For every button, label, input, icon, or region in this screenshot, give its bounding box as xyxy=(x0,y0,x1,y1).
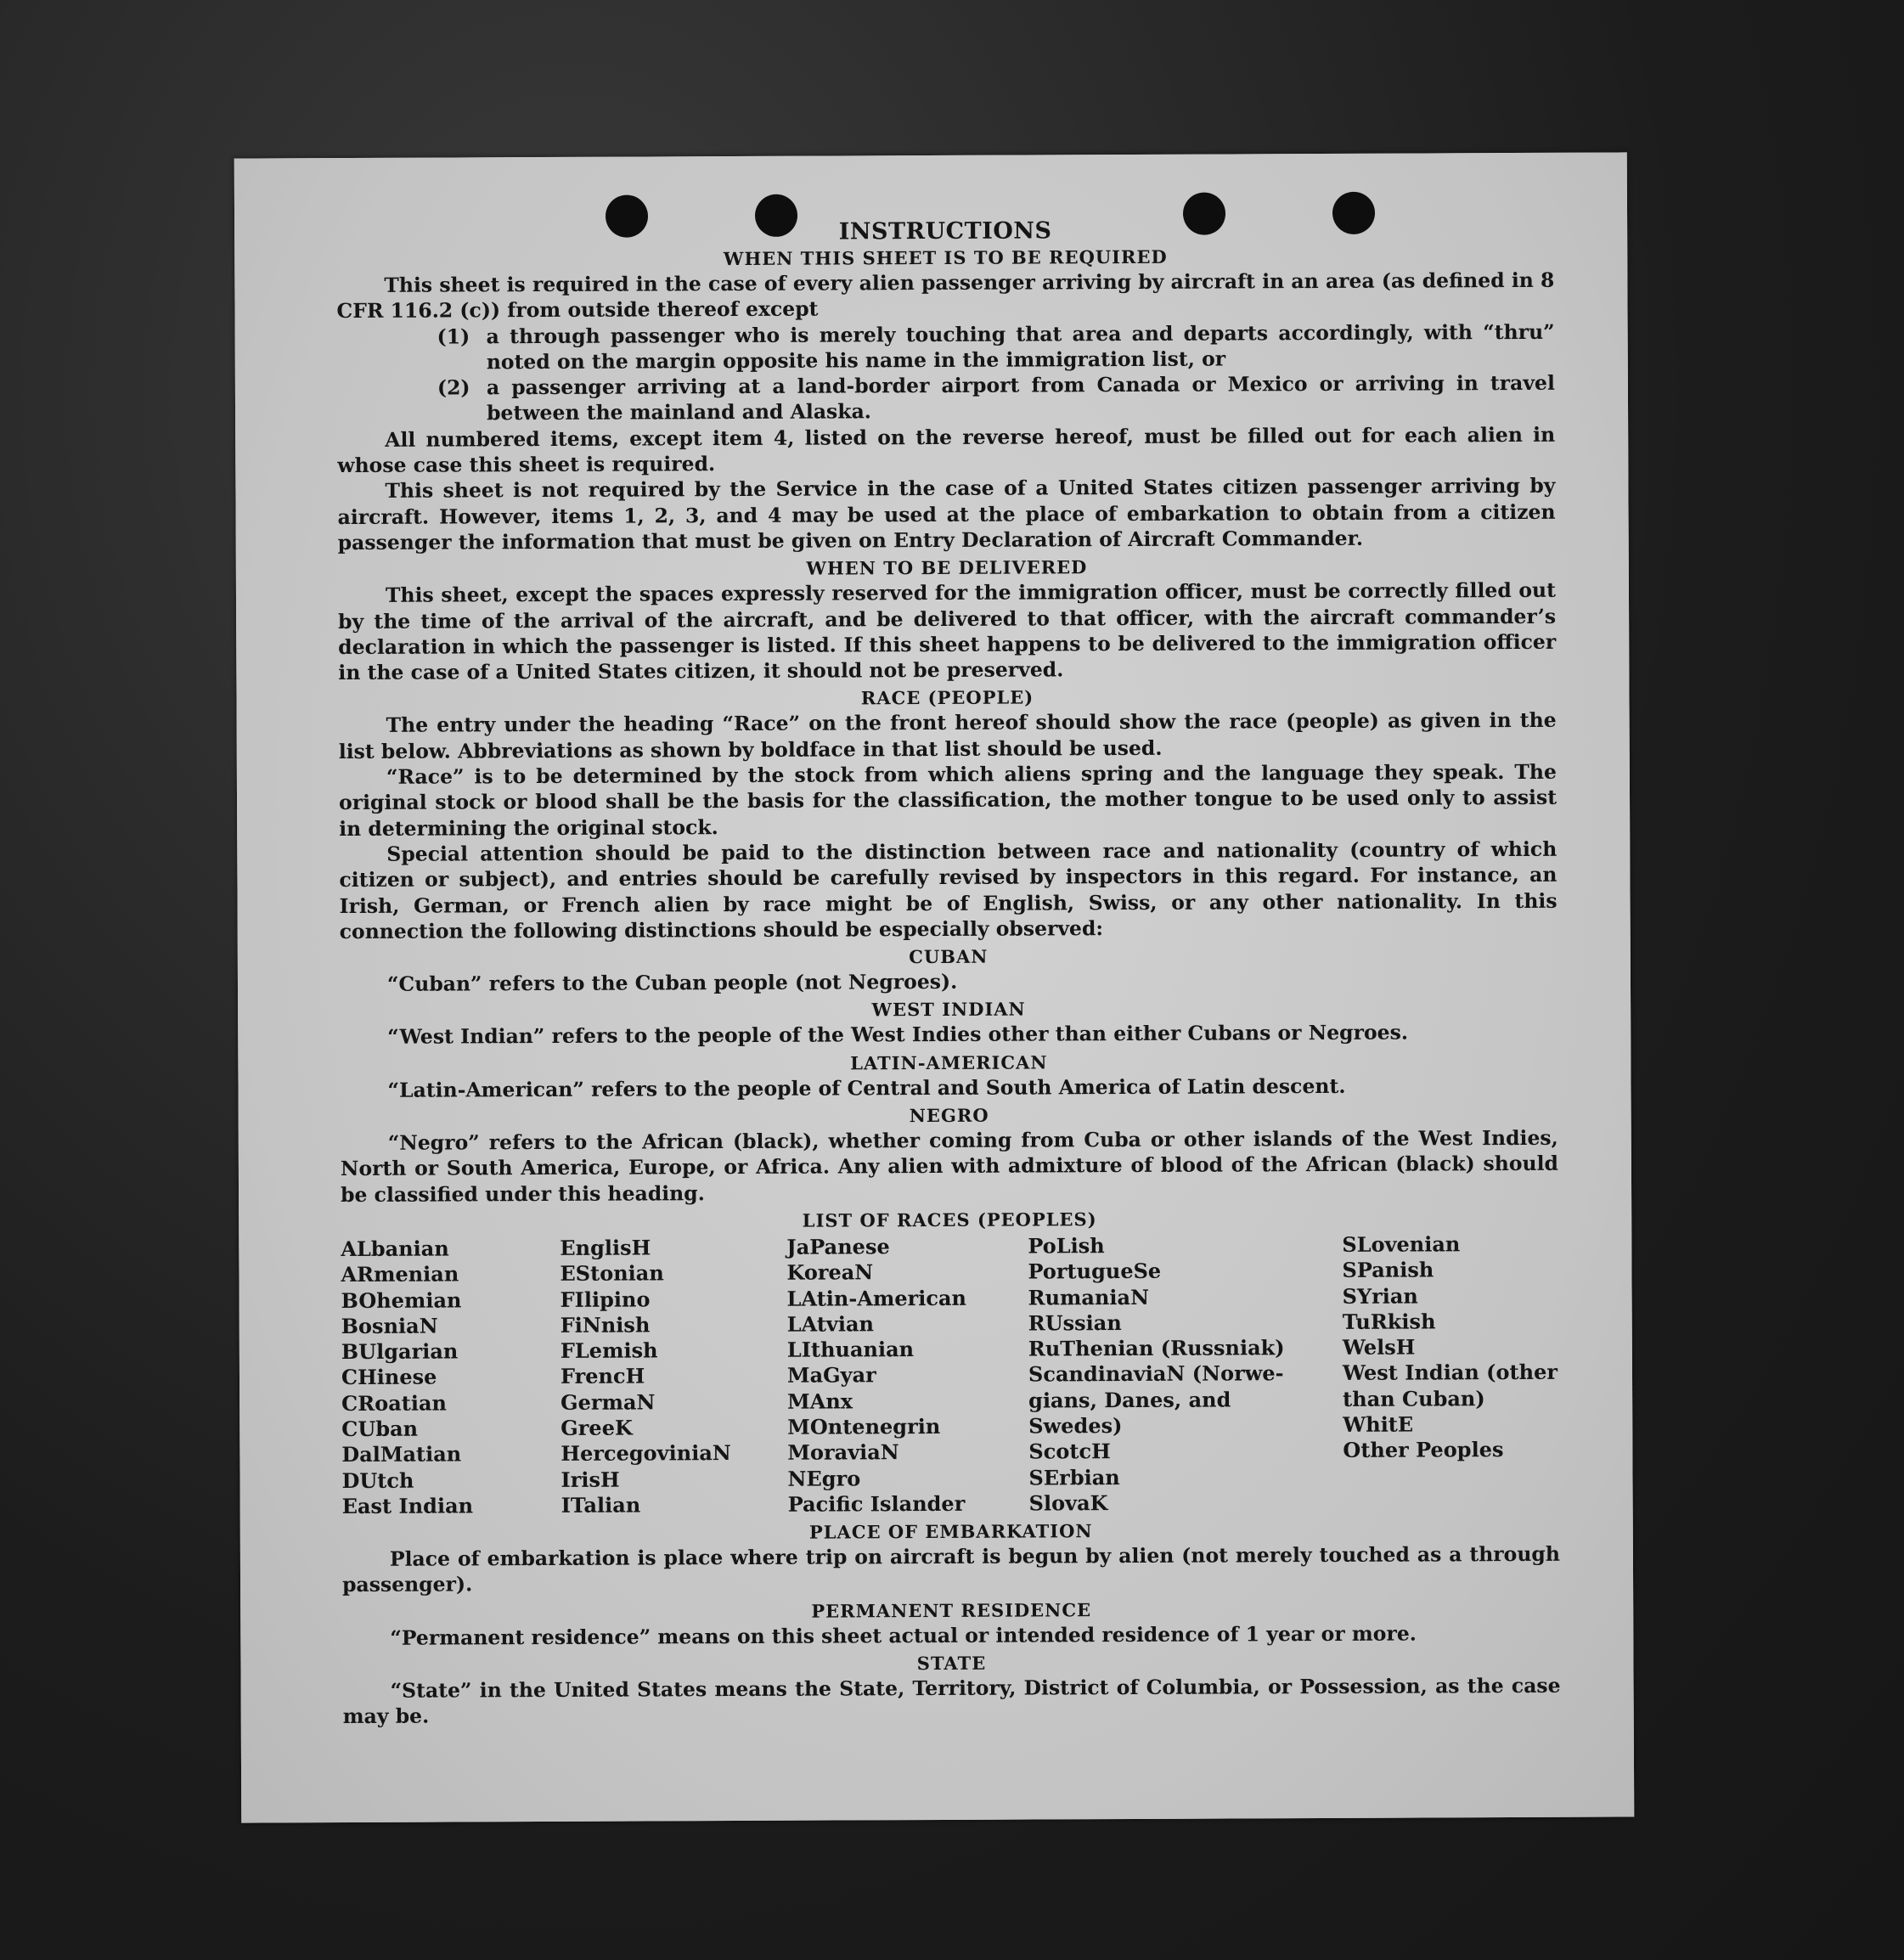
paragraph: Special attention should be paid to the distinction between race and nationality (country of which citizen or subject), and entries should be carefully revised by inspectors in this regard. For instance, an Irish, German, or French alien by race might be of English, Swiss, or any other nationality. In this connection the following distinctions should be especially observed: xyxy=(339,836,1558,943)
race-entry: ScotcH xyxy=(1028,1439,1111,1464)
race-entry: ALbanian xyxy=(341,1236,449,1261)
section-heading: WEST INDIAN xyxy=(871,998,1026,1021)
race-entry: BUlgarian xyxy=(341,1338,459,1365)
race-entry: IrisH xyxy=(560,1467,620,1492)
section-heading: WHEN THIS SHEET IS TO BE REQUIRED xyxy=(723,245,1168,270)
section-heading: WHEN TO BE DELIVERED xyxy=(806,556,1088,579)
race-entry: ScandinaviaN (Norwe- gians, Danes, and Swedes) xyxy=(1028,1360,1284,1439)
section-heading: NEGRO xyxy=(909,1104,989,1127)
paragraph: Place of embarkation is place where trip on aircraft is begun by alien (not merely touched as a through passenger). xyxy=(342,1541,1560,1597)
paragraph: The entry under the heading “Race” on the front hereof should show the race (people) as given in the list below. Abbreviations as shown by boldface in that list should be used. xyxy=(338,708,1557,763)
list-item xyxy=(437,318,1555,375)
paragraph: “Permanent residence” means on this sheet actual or intended residence of 1 year or more. xyxy=(390,1621,1417,1650)
item-text: a passenger arriving at a land-border airport from Canada or Mexico or arriving in travel between the mainland and Alaska. xyxy=(486,370,1555,425)
race-entry: Pacific Islander xyxy=(787,1490,966,1517)
race-entry: FiNnish xyxy=(560,1312,651,1338)
race-entry: East Indian xyxy=(341,1493,474,1518)
document-sheet xyxy=(234,152,1635,1822)
section-heading: PERMANENT RESIDENCE xyxy=(811,1598,1092,1622)
race-entry: SLovenian xyxy=(1342,1231,1461,1257)
race-entry: SYrian xyxy=(1342,1283,1418,1309)
race-entry: TuRkish xyxy=(1342,1309,1436,1334)
race-entry: KoreaN xyxy=(786,1259,874,1285)
race-column xyxy=(1342,1231,1559,1515)
race-entry: ARmenian xyxy=(341,1261,459,1287)
race-entry: LAtin-American xyxy=(786,1285,967,1311)
paragraph: All numbered items, except item 4, listed on the reverse hereof, must be filled out for each alien in whose case this sheet is required. xyxy=(337,422,1556,478)
race-entry: MaGyar xyxy=(786,1362,876,1388)
paragraph: This sheet is not required by the Service in the case of a United States citizen passenger arriving by aircraft. However, items 1, 2, 3, and 4 may be used at the place of embarkation to obtain from a citizen passenger the information that must be given on Entry Declaration of Aircraft Commander. xyxy=(337,474,1556,555)
race-entry: RumaniaN xyxy=(1028,1284,1150,1310)
race-entry: WelsH xyxy=(1342,1334,1416,1360)
paragraph: “Race” is to be determined by the stock from which aliens spring and the language they speak. The original stock or blood shall be the basis for the classification, the mother tongue to be used only to assist in determining the original stock. xyxy=(338,759,1558,841)
race-entry: CRoatian xyxy=(341,1390,448,1416)
race-entry: DUtch xyxy=(341,1467,414,1493)
race-entry: RuThenian (Russniak) xyxy=(1028,1335,1285,1361)
race-list xyxy=(341,1231,1559,1520)
race-entry: RUssian xyxy=(1028,1309,1122,1336)
paragraph: This sheet is required in the case of every alien passenger arriving by aircraft in an area (as defined in 8 CFR 116.2 (c)) from outside thereof except xyxy=(336,268,1555,324)
race-entry: MAnx xyxy=(787,1388,853,1414)
paragraph: This sheet, except the spaces expressly reserved for the immigration officer, must be correctly filled out by the time of the arrival of the aircraft, and be delivered to that officer, with the aircraft commander’s declaration in which the passenger is listed. If this sheet happens to be delivered to the immigration officer in the case of a United States citizen, it should not be preserved. xyxy=(338,578,1557,685)
race-entry: FLemish xyxy=(560,1338,658,1364)
item-text: a through passenger who is merely touching that area and departs accordingly, with “thru” noted on the margin opposite his name in the immigration list, or xyxy=(486,319,1555,375)
page-title: INSTRUCTIONS xyxy=(838,217,1052,245)
item-number: (2) xyxy=(437,375,470,400)
section-heading: STATE xyxy=(916,1652,987,1675)
race-entry: SPanish xyxy=(1342,1257,1434,1283)
race-entry: WhitE xyxy=(1343,1411,1414,1437)
list-item xyxy=(437,370,1555,426)
paragraph: “Latin-American” refers to the people of Central and South America of Latin descent. xyxy=(387,1073,1346,1102)
paragraph: “Negro” refers to the African (black), whether coming from Cuba or other islands of the West Indies, North or South America, Europe, or Africa. Any alien with admixture of blood of the African (black) should be classified under this heading. xyxy=(340,1125,1558,1207)
item-number: (1) xyxy=(437,324,470,349)
race-column xyxy=(341,1236,560,1519)
race-entry: HercegoviniaN xyxy=(560,1440,731,1467)
section-heading: CUBAN xyxy=(909,945,989,968)
race-entry: West Indian (other than Cuban) xyxy=(1342,1360,1558,1411)
race-entry: DalMatian xyxy=(341,1441,462,1467)
race-entry: MOntenegrin xyxy=(787,1413,941,1439)
race-entry: FrencH xyxy=(560,1363,645,1389)
paragraph: “West Indian” refers to the people of the West Indies other than either Cubans or Negroes. xyxy=(387,1020,1409,1050)
race-entry: PortugueSe xyxy=(1028,1259,1162,1284)
race-entry: Other Peoples xyxy=(1343,1437,1504,1463)
race-entry: LIthuanian xyxy=(786,1337,915,1362)
race-entry: SErbian xyxy=(1028,1464,1120,1490)
race-entry: LAtvian xyxy=(786,1311,875,1337)
race-entry: JaPanese xyxy=(786,1234,890,1259)
race-column xyxy=(786,1233,1028,1518)
race-column xyxy=(560,1235,787,1518)
section-heading: LATIN-AMERICAN xyxy=(850,1051,1048,1074)
race-entry: FIlipino xyxy=(560,1286,651,1312)
race-entry: CHinese xyxy=(341,1364,437,1390)
section-heading: PLACE OF EMBARKATION xyxy=(808,1520,1093,1543)
race-entry: CUban xyxy=(341,1416,419,1442)
paragraph: “Cuban” refers to the Cuban people (not Negroes). xyxy=(386,970,958,996)
paragraph: “State” in the United States means the State, Territory, District of Columbia, or Possession, as the case may be. xyxy=(342,1673,1561,1729)
section-heading: LIST OF RACES (PEOPLES) xyxy=(802,1208,1097,1231)
race-entry: EnglisH xyxy=(560,1235,651,1260)
instructions-content xyxy=(336,215,1561,1730)
race-entry: GreeK xyxy=(560,1415,633,1440)
race-entry: MoraviaN xyxy=(787,1439,899,1466)
race-entry: ITalian xyxy=(560,1492,641,1518)
race-entry: PoLish xyxy=(1028,1233,1105,1259)
race-entry: BOhemian xyxy=(341,1287,462,1313)
race-entry: EStonian xyxy=(560,1260,664,1287)
race-column xyxy=(1028,1232,1343,1517)
section-heading: RACE (PEOPLE) xyxy=(860,686,1034,709)
race-entry: BosniaN xyxy=(341,1313,438,1338)
race-entry: SlovaK xyxy=(1028,1490,1108,1516)
race-entry: GermaN xyxy=(560,1389,656,1415)
race-entry: NEgro xyxy=(787,1465,861,1491)
